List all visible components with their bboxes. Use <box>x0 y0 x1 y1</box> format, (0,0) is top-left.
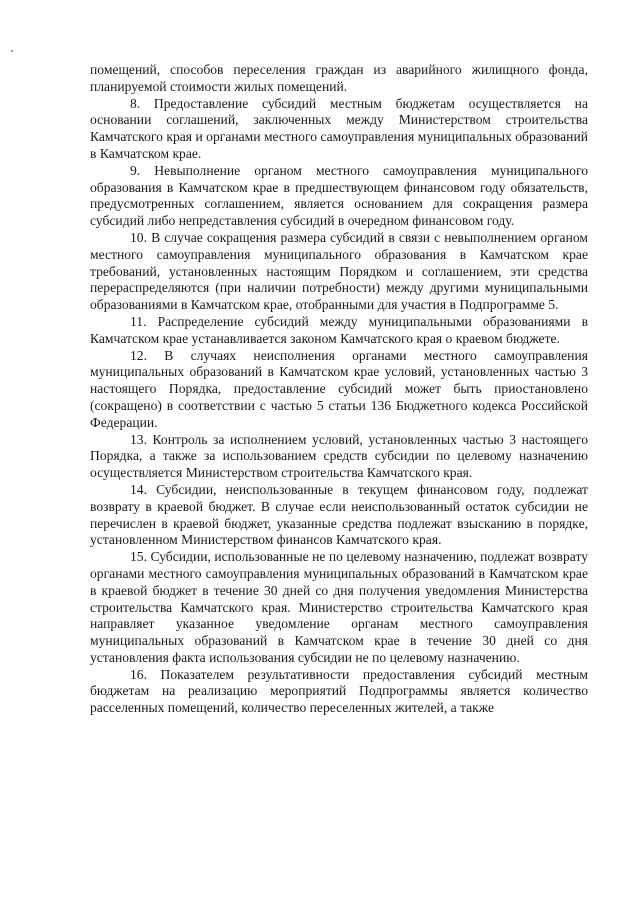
paragraph-14: 14. Субсидии, неиспользованные в текущем финансовом году, подлежат возврату в краевой бюджет. В случае если неиспользованный остаток субсидии не перечислен в краевой бюджет, указанные средства подлежат взысканию в порядке, установленном Министерством финансов Камчатского края. <box>90 481 588 548</box>
paragraph-9: 9. Невыполнение органом местного самоуправления муниципального образования в Камчатском крае в предшествующем финансовом году обязательств, предусмотренных соглашением, является основанием для сокращения размера субсидий либо непредставления субсидий в очередном финансовом году. <box>90 162 588 229</box>
paragraph-10: 10. В случае сокращения размера субсидий в связи с невыполнением органом местного самоуправления муниципального образования в Камчатском крае требований, установленных настоящим Порядком и соглашением, эти средства перераспределяются (при наличии потребности) между другими муниципальными образованиями в Камчатском крае, отобранными для участия в Подпрограмме 5. <box>90 229 588 313</box>
paragraph-16: 16. Показателем результативности предоставления субсидий местным бюджетам на реализацию мероприятий Подпрограммы является количество расселенных помещений, количество переселенных жителей, а также <box>90 666 588 716</box>
document-body <box>90 62 588 717</box>
paragraph-continuation: помещений, способов переселения граждан из аварийного жилищного фонда, планируемой стоимости жилых помещений. <box>90 62 588 94</box>
paragraph-12: 12. В случаях неисполнения органами местного самоуправления муниципальных образований в Камчатском крае условий, установленных частью 3 настоящего Порядка, предоставление субсидий может быть приостановлено (сокращено) в соответствии с частью 5 статьи 136 Бюджетного кодекса Российской Федерации. <box>90 347 588 430</box>
paragraph-15: 15. Субсидии, использованные не по целевому назначению, подлежат возврату органами местного самоуправления муниципальных образований в Камчатском крае в краевой бюджет в течение 30 дней со дня получения уведомления Министерства строительства Камчатского края. Министерство строительства Камчатского края направляет указанное уведомление органам местного самоуправления муниципальных образований в Камчатском крае в течение 30 дней со дня установления факта использования субсидии не по целевому назначению. <box>90 549 588 665</box>
paragraph-11: 11. Распределение субсидий между муниципальными образованиями в Камчатском крае устанавливается законом Камчатского края о краевом бюджете. <box>90 313 588 346</box>
scan-speck <box>11 50 13 52</box>
paragraph-8: 8. Предоставление субсидий местным бюджетам осуществляется на основании соглашений, заключенных между Министерством строительства Камчатского края и органами местного самоуправления муниципальных образований в Камчатском крае. <box>90 95 588 161</box>
paragraph-13: 13. Контроль за исполнением условий, установленных частью 3 настоящего Порядка, а также за использованием средств субсидии по целевому назначению осуществляется Министерством строительства Камчатского края. <box>90 431 588 481</box>
